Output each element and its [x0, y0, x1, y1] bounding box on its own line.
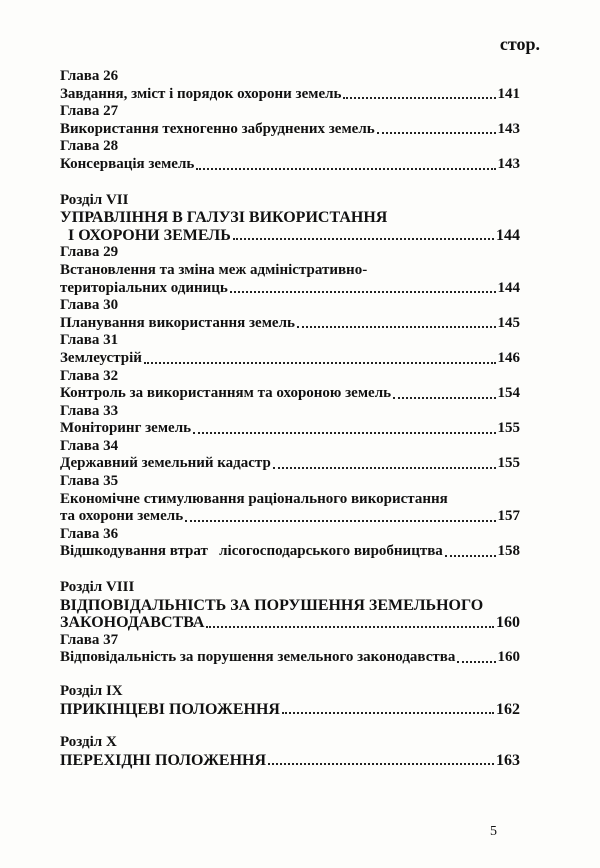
toc-entry-chapter-26[interactable]	[60, 86, 520, 104]
chapter-27-label: Глава 27	[60, 103, 119, 120]
dot-leader	[393, 397, 495, 399]
toc-entry-section-7[interactable]	[60, 227, 520, 245]
entry-title: Відшкодування втрат лісогосподарського виробництва	[60, 543, 443, 560]
dot-leader	[144, 362, 496, 364]
entry-page: 160	[497, 649, 520, 666]
toc-entry-section-9[interactable]	[60, 701, 520, 719]
dot-leader	[273, 467, 496, 469]
entry-title: ПЕРЕХІДНІ ПОЛОЖЕННЯ	[60, 751, 267, 769]
chapter-37-label: Глава 37	[60, 631, 119, 648]
entry-page: 158	[497, 543, 520, 560]
chapter-35-title-line1: Економічне стимулювання раціонального використання	[60, 490, 448, 507]
page-column-label: стор.	[499, 34, 540, 54]
toc-entry-chapter-37[interactable]	[60, 649, 520, 667]
entry-page: 143	[497, 155, 520, 172]
toc-entry-section-8[interactable]	[60, 614, 520, 632]
entry-page: 143	[497, 120, 520, 137]
entry-page: 144	[496, 226, 520, 244]
chapter-30-label: Глава 30	[60, 297, 119, 314]
section-8-title-line1: ВІДПОВІДАЛЬНІСТЬ ЗА ПОРУШЕННЯ ЗЕМЕЛЬНОГО	[60, 596, 484, 614]
entry-page: 163	[496, 751, 520, 769]
entry-title: Відповідальність за порушення земельного законодавства	[60, 649, 456, 666]
entry-page: 154	[497, 385, 520, 402]
chapter-33-label: Глава 33	[60, 402, 119, 419]
chapter-28-label: Глава 28	[60, 138, 119, 155]
dot-leader	[297, 326, 496, 328]
entry-title: ЗАКОНОДАВСТВА	[60, 614, 205, 632]
entry-title: Завдання, зміст і порядок охорони земель	[60, 85, 342, 102]
entry-title: територіальних одиниць	[60, 279, 228, 296]
dot-leader	[185, 520, 495, 522]
dot-leader	[230, 291, 496, 293]
entry-page: 155	[497, 420, 520, 437]
toc-entry-chapter-35[interactable]	[60, 508, 520, 526]
toc-entry-chapter-34[interactable]	[60, 455, 520, 473]
chapter-34-label: Глава 34	[60, 437, 119, 454]
chapter-35-label: Глава 35	[60, 473, 119, 490]
dot-leader	[457, 661, 495, 663]
entry-page: 162	[496, 700, 520, 718]
chapter-36-label: Глава 36	[60, 525, 119, 542]
entry-title: Контроль за використанням та охороною земель	[60, 385, 392, 402]
section-7-label: Розділ VII	[60, 191, 129, 208]
entry-page: 145	[497, 314, 520, 331]
entry-title: Державний земельний кадастр	[60, 455, 271, 472]
toc-entry-chapter-29[interactable]	[60, 280, 520, 298]
section-9-label: Розділ IX	[60, 683, 123, 699]
entry-page: 155	[497, 455, 520, 472]
toc-entry-chapter-27[interactable]	[60, 121, 520, 139]
toc-entry-chapter-33[interactable]	[60, 420, 520, 438]
entry-title: та охорони земель	[60, 508, 184, 525]
section-10-label: Розділ X	[60, 734, 117, 751]
entry-title: Моніторинг земель	[60, 420, 192, 437]
toc-entry-chapter-36[interactable]	[60, 543, 520, 561]
entry-title: ПРИКІНЦЕВІ ПОЛОЖЕННЯ	[60, 700, 280, 718]
toc-entry-section-10[interactable]	[60, 752, 520, 770]
entry-title: Планування використання земель	[60, 314, 295, 331]
dot-leader	[196, 168, 495, 170]
entry-page: 160	[496, 614, 520, 632]
dot-leader	[445, 555, 496, 557]
chapter-31-label: Глава 31	[60, 332, 119, 349]
section-7-title-line1: УПРАВЛІННЯ В ГАЛУЗІ ВИКОРИСТАННЯ	[60, 209, 388, 227]
chapter-29-label: Глава 29	[60, 244, 119, 261]
table-of-contents	[60, 68, 520, 769]
toc-entry-chapter-30[interactable]	[60, 315, 520, 333]
entry-title: Землеустрій	[60, 349, 142, 366]
section-8-label: Розділ VIII	[60, 579, 135, 596]
chapter-32-label: Глава 32	[60, 367, 119, 384]
dot-leader	[343, 97, 495, 99]
entry-page: 144	[497, 279, 520, 296]
entry-page: 157	[497, 508, 520, 525]
dot-leader	[193, 432, 495, 434]
chapter-29-title-line1: Встановлення та зміна меж адміністративно-	[60, 261, 368, 278]
dot-leader	[233, 238, 494, 240]
toc-entry-chapter-32[interactable]	[60, 385, 520, 403]
dot-leader	[206, 626, 494, 628]
entry-title: І ОХОРОНИ ЗЕМЕЛЬ	[68, 226, 231, 244]
dot-leader	[377, 132, 496, 134]
entry-title: Використання техногенно забруднених земель	[60, 120, 375, 137]
entry-page: 146	[497, 349, 520, 366]
page-number: 5	[490, 824, 497, 839]
toc-entry-chapter-31[interactable]	[60, 350, 520, 368]
toc-entry-chapter-28[interactable]	[60, 156, 520, 174]
entry-page: 141	[497, 85, 520, 102]
chapter-26-label: Глава 26	[60, 68, 119, 84]
dot-leader	[282, 712, 494, 714]
entry-title: Консервація земель	[60, 155, 195, 172]
dot-leader	[268, 763, 494, 765]
